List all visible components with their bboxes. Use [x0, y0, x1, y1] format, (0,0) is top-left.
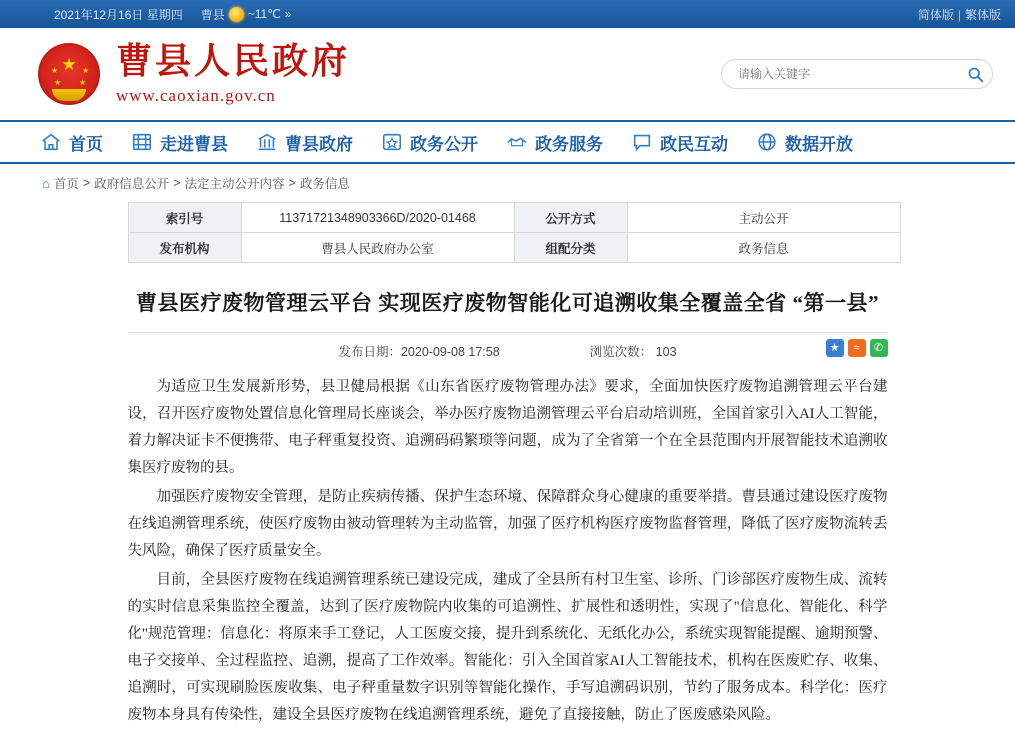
meta-label-disclosure-method: 公开方式 — [514, 203, 627, 233]
nav-label-home: 首页 — [69, 134, 103, 154]
nav-label-government: 曹县政府 — [285, 134, 353, 154]
article-subline — [128, 332, 888, 360]
rss-icon[interactable]: ≈ — [848, 339, 866, 357]
publish-date-label: 发布日期： — [338, 345, 401, 360]
breadcrumb-sep-1: > — [82, 176, 91, 190]
nav-label-about-caoxian: 走进曹县 — [160, 134, 228, 154]
nav-item-government[interactable] — [256, 130, 353, 155]
weather-widget[interactable] — [201, 6, 292, 23]
emblem-gear-icon — [52, 89, 86, 101]
table-row — [128, 203, 900, 233]
breadcrumb — [0, 164, 1015, 202]
search-icon — [967, 66, 984, 83]
breadcrumb-sep-3: > — [288, 176, 296, 190]
meta-value-category: 政务信息 — [627, 233, 900, 263]
site-title: 曹县人民政府 — [116, 41, 351, 82]
language-switcher — [918, 6, 1001, 23]
meta-value-index: 11371721348903366D/2020-01468 — [241, 203, 514, 233]
search-box[interactable] — [721, 59, 993, 89]
breadcrumb-item-1[interactable]: 政府信息公开 — [94, 177, 170, 191]
main-navigation — [0, 120, 1015, 164]
view-count-label: 浏览次数： — [589, 345, 653, 360]
table-row — [128, 233, 900, 263]
metadata-table — [128, 202, 901, 263]
national-emblem-icon — [38, 43, 100, 105]
page-title: 曹县医疗废物管理云平台 实现医疗废物智能化可追溯收集全覆盖全省 “第一县” — [136, 291, 879, 315]
emblem-star-4: ★ — [54, 78, 62, 87]
view-count — [590, 342, 677, 360]
gate-icon — [131, 131, 153, 153]
breadcrumb-home-link[interactable]: 首页 — [53, 177, 79, 191]
top-bar — [0, 0, 1015, 28]
meta-value-disclosure-method: 主动公开 — [627, 203, 900, 233]
home-icon — [40, 131, 62, 153]
meta-label-index: 索引号 — [128, 203, 241, 233]
weather-temp: ~11℃ — [247, 7, 281, 21]
emblem-star-3: ★ — [82, 66, 90, 75]
emblem-star-5: ★ — [79, 78, 87, 87]
nav-item-affairs-service[interactable] — [506, 130, 603, 155]
nav-label-interaction: 政民互动 — [660, 134, 728, 154]
article-body — [128, 374, 888, 729]
article-paragraph-3: 目前，全县医疗废物在线追溯管理系统已建设完成，建成了全县所有村卫生室、诊所、门诊部医疗废物生成、流转的实时信息采集监控全覆盖，达到了医疗废物院内收集的可追溯性、扩展性和透明性，实现了"信息化、智能化、科学化"规范管理：信息化：将原来手工登记，人工医废交接，提升到系统化、无纸化办公，系统实现智能提醒、逾期预警、电子交接单、全过程监控、追溯，提高了工作效率。智能化：引入全国首家AI人工智能技术，机构在医废贮存、收集、追溯时，可实现刷脸医废收集、电子秤重量数字识别等智能化操作，手写追溯码识别，节约了服务成本。科学化：医疗废物本身具有传染性，建设全县医疗废物在线追溯管理系统，避免了直接接触，防止了医废感染风险。 — [127, 572, 888, 724]
publish-date-value: 2020-09-08 17:58 — [400, 345, 500, 360]
article-paragraph-2: 加强医疗废物安全管理，是防止疾病传播、保护生态环境、保障群众身心健康的重要举措。曹县通过建设医疗废物在线追溯管理系统，使医疗废物由被动管理转为主动监管，加强了医疗机构医疗废物监督管理，降低了医疗废物流转丢失风险，确保了医疗质量安全。 — [127, 489, 888, 560]
site-url: www.caoxian.gov.cn — [116, 85, 276, 105]
meta-label-category: 组配分类 — [514, 233, 627, 263]
nav-label-open-data: 数据开放 — [785, 134, 853, 154]
nav-item-affairs-disclosure[interactable] — [381, 130, 478, 155]
wechat-icon[interactable]: ✆ — [870, 339, 888, 357]
publish-date — [338, 342, 499, 360]
star-box-icon — [381, 131, 403, 153]
lang-traditional-link[interactable]: 繁体版 — [964, 7, 1001, 22]
search-input[interactable] — [736, 66, 964, 82]
nav-item-home[interactable] — [40, 130, 103, 155]
breadcrumb-sep-2: > — [173, 176, 181, 190]
breadcrumb-item-2[interactable]: 法定主动公开内容 — [184, 177, 285, 191]
sun-icon — [229, 7, 244, 22]
lang-separator: | — [957, 7, 961, 22]
nav-label-affairs-service: 政务服务 — [535, 134, 603, 154]
site-header — [0, 28, 1015, 120]
current-date: 2021年12月16日 星期四 — [54, 7, 183, 22]
nav-item-interaction[interactable] — [631, 130, 728, 155]
nav-label-affairs-disclosure: 政务公开 — [410, 134, 478, 154]
search-button[interactable] — [964, 63, 986, 85]
article-container — [128, 202, 888, 729]
meta-value-issuing-agency: 曹县人民政府办公室 — [241, 233, 514, 263]
view-count-value: 103 — [655, 345, 677, 360]
lang-simplified-link[interactable]: 简体版 — [917, 7, 954, 22]
handshake-icon — [506, 131, 528, 153]
weather-city: 曹县 — [200, 7, 225, 22]
bank-icon — [256, 131, 278, 153]
meta-label-issuing-agency: 发布机构 — [128, 233, 241, 263]
site-title-block — [116, 42, 350, 106]
favorite-icon[interactable]: ★ — [826, 339, 844, 357]
weather-arrow-icon: » — [284, 7, 292, 21]
emblem-star-2: ★ — [51, 66, 59, 75]
globe-icon — [756, 131, 778, 153]
nav-item-open-data[interactable] — [756, 130, 853, 155]
share-bar — [826, 339, 888, 357]
breadcrumb-home-icon: ⌂ — [42, 175, 50, 191]
breadcrumb-item-3[interactable]: 政务信息 — [299, 177, 350, 191]
emblem-star-main: ★ — [61, 55, 77, 74]
article-paragraph-1: 为适应卫生发展新形势，县卫健局根据《山东省医疗废物管理办法》要求，全面加快医疗废物追溯管理云平台建设，召开医疗废物处置信息化管理局长座谈会，举办医疗废物追溯管理云平台启动培训班，全国首家引入AI人工智能，着力解决证卡不便携带、电子秤重复投资、追溯码码繁琐等问题，成为了全省第一个在全县范围内开展智能技术追溯收集医疗废物的县。 — [127, 379, 888, 477]
chat-icon — [631, 131, 653, 153]
nav-item-about-caoxian[interactable] — [131, 130, 228, 155]
